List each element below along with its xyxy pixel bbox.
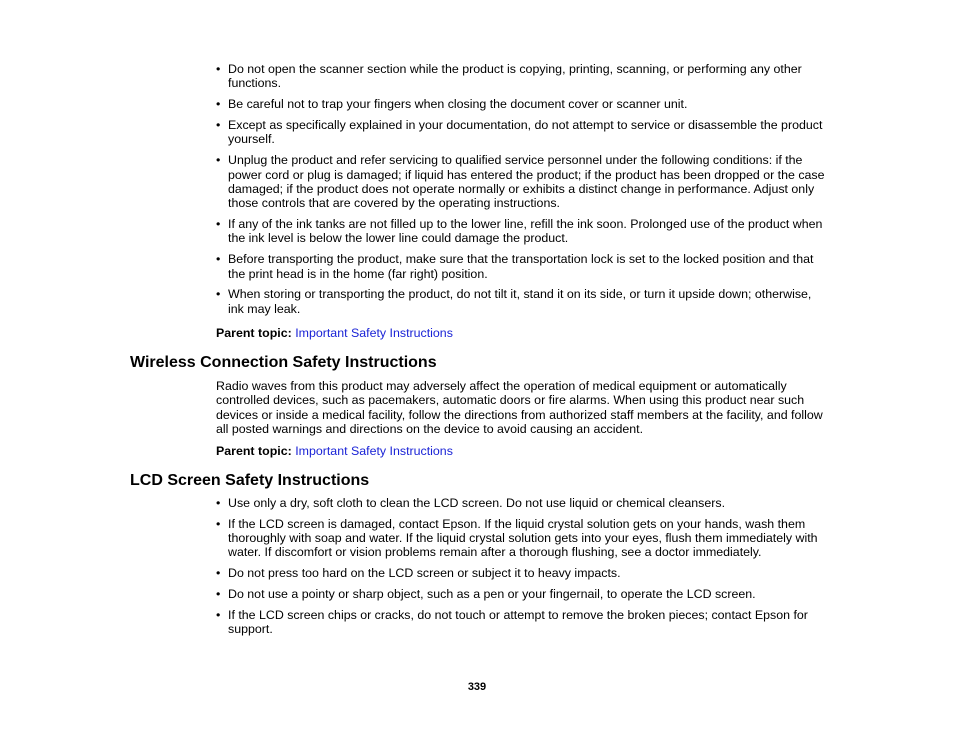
- list-item: • If the LCD screen chips or cracks, do not touch or attempt to remove the broken pieces; contact Epson for support.: [216, 608, 826, 637]
- page-number: 339: [467, 681, 487, 693]
- list-item: • Be careful not to trap your fingers when closing the document cover or scanner unit.: [216, 97, 826, 111]
- list-item: • Before transporting the product, make sure that the transportation lock is set to the locked position and that the print head is in the home (far right) position.: [216, 252, 826, 281]
- list-item: • When storing or transporting the product, do not tilt it, stand it on its side, or turn it upside down; otherwise, ink may leak.: [216, 287, 826, 316]
- list-item: • Do not open the scanner section while the product is copying, printing, scanning, or performing any other functions.: [216, 62, 826, 91]
- parent-topic-label: Parent topic:: [216, 444, 292, 458]
- parent-topic-link[interactable]: Important Safety Instructions: [295, 326, 453, 340]
- safety-bullet-list: [216, 62, 826, 323]
- parent-topic-link[interactable]: Important Safety Instructions: [295, 444, 453, 458]
- list-item: • Do not use a pointy or sharp object, such as a pen or your fingernail, to operate the LCD screen.: [216, 587, 826, 601]
- list-item: • If any of the ink tanks are not filled up to the lower line, refill the ink soon. Prolonged use of the product when the ink level is below the lower line could damage the product.: [216, 217, 826, 246]
- parent-topic: [216, 326, 453, 340]
- list-item: • If the LCD screen is damaged, contact Epson. If the liquid crystal solution gets on your hands, wash them thoroughly with soap and water. If the liquid crystal solution gets into your eyes, flush them immediately with water. If discomfort or vision problems remain after a thorough flushing, see a doctor immediately.: [216, 517, 826, 560]
- list-item: • Except as specifically explained in your documentation, do not attempt to service or disassemble the product yourself.: [216, 118, 826, 147]
- parent-topic-label: Parent topic:: [216, 326, 292, 340]
- section-heading-lcd: LCD Screen Safety Instructions: [130, 472, 370, 489]
- list-item: • Use only a dry, soft cloth to clean the LCD screen. Do not use liquid or chemical cleansers.: [216, 496, 826, 510]
- list-item: • Do not press too hard on the LCD screen or subject it to heavy impacts.: [216, 566, 826, 580]
- lcd-bullet-list: [216, 496, 826, 643]
- parent-topic: [216, 444, 453, 458]
- wireless-paragraph: Radio waves from this product may adversely affect the operation of medical equipment or automatically controlled devices, such as pacemakers, automatic doors or fire alarms. When using this product near such devices or inside a medical facility, follow the directions from authorized staff members at the facility, and follow all posted warnings and directions on the device to avoid causing an accident.: [216, 379, 823, 436]
- section-heading-wireless: Wireless Connection Safety Instructions: [130, 354, 437, 371]
- list-item: • Unplug the product and refer servicing to qualified service personnel under the following conditions: if the power cord or plug is damaged; if liquid has entered the product; if the product has been dropped or the case damaged; if the product does not operate normally or exhibits a distinct change in performance. Adjust only those controls that are covered by the operating instructions.: [216, 153, 826, 210]
